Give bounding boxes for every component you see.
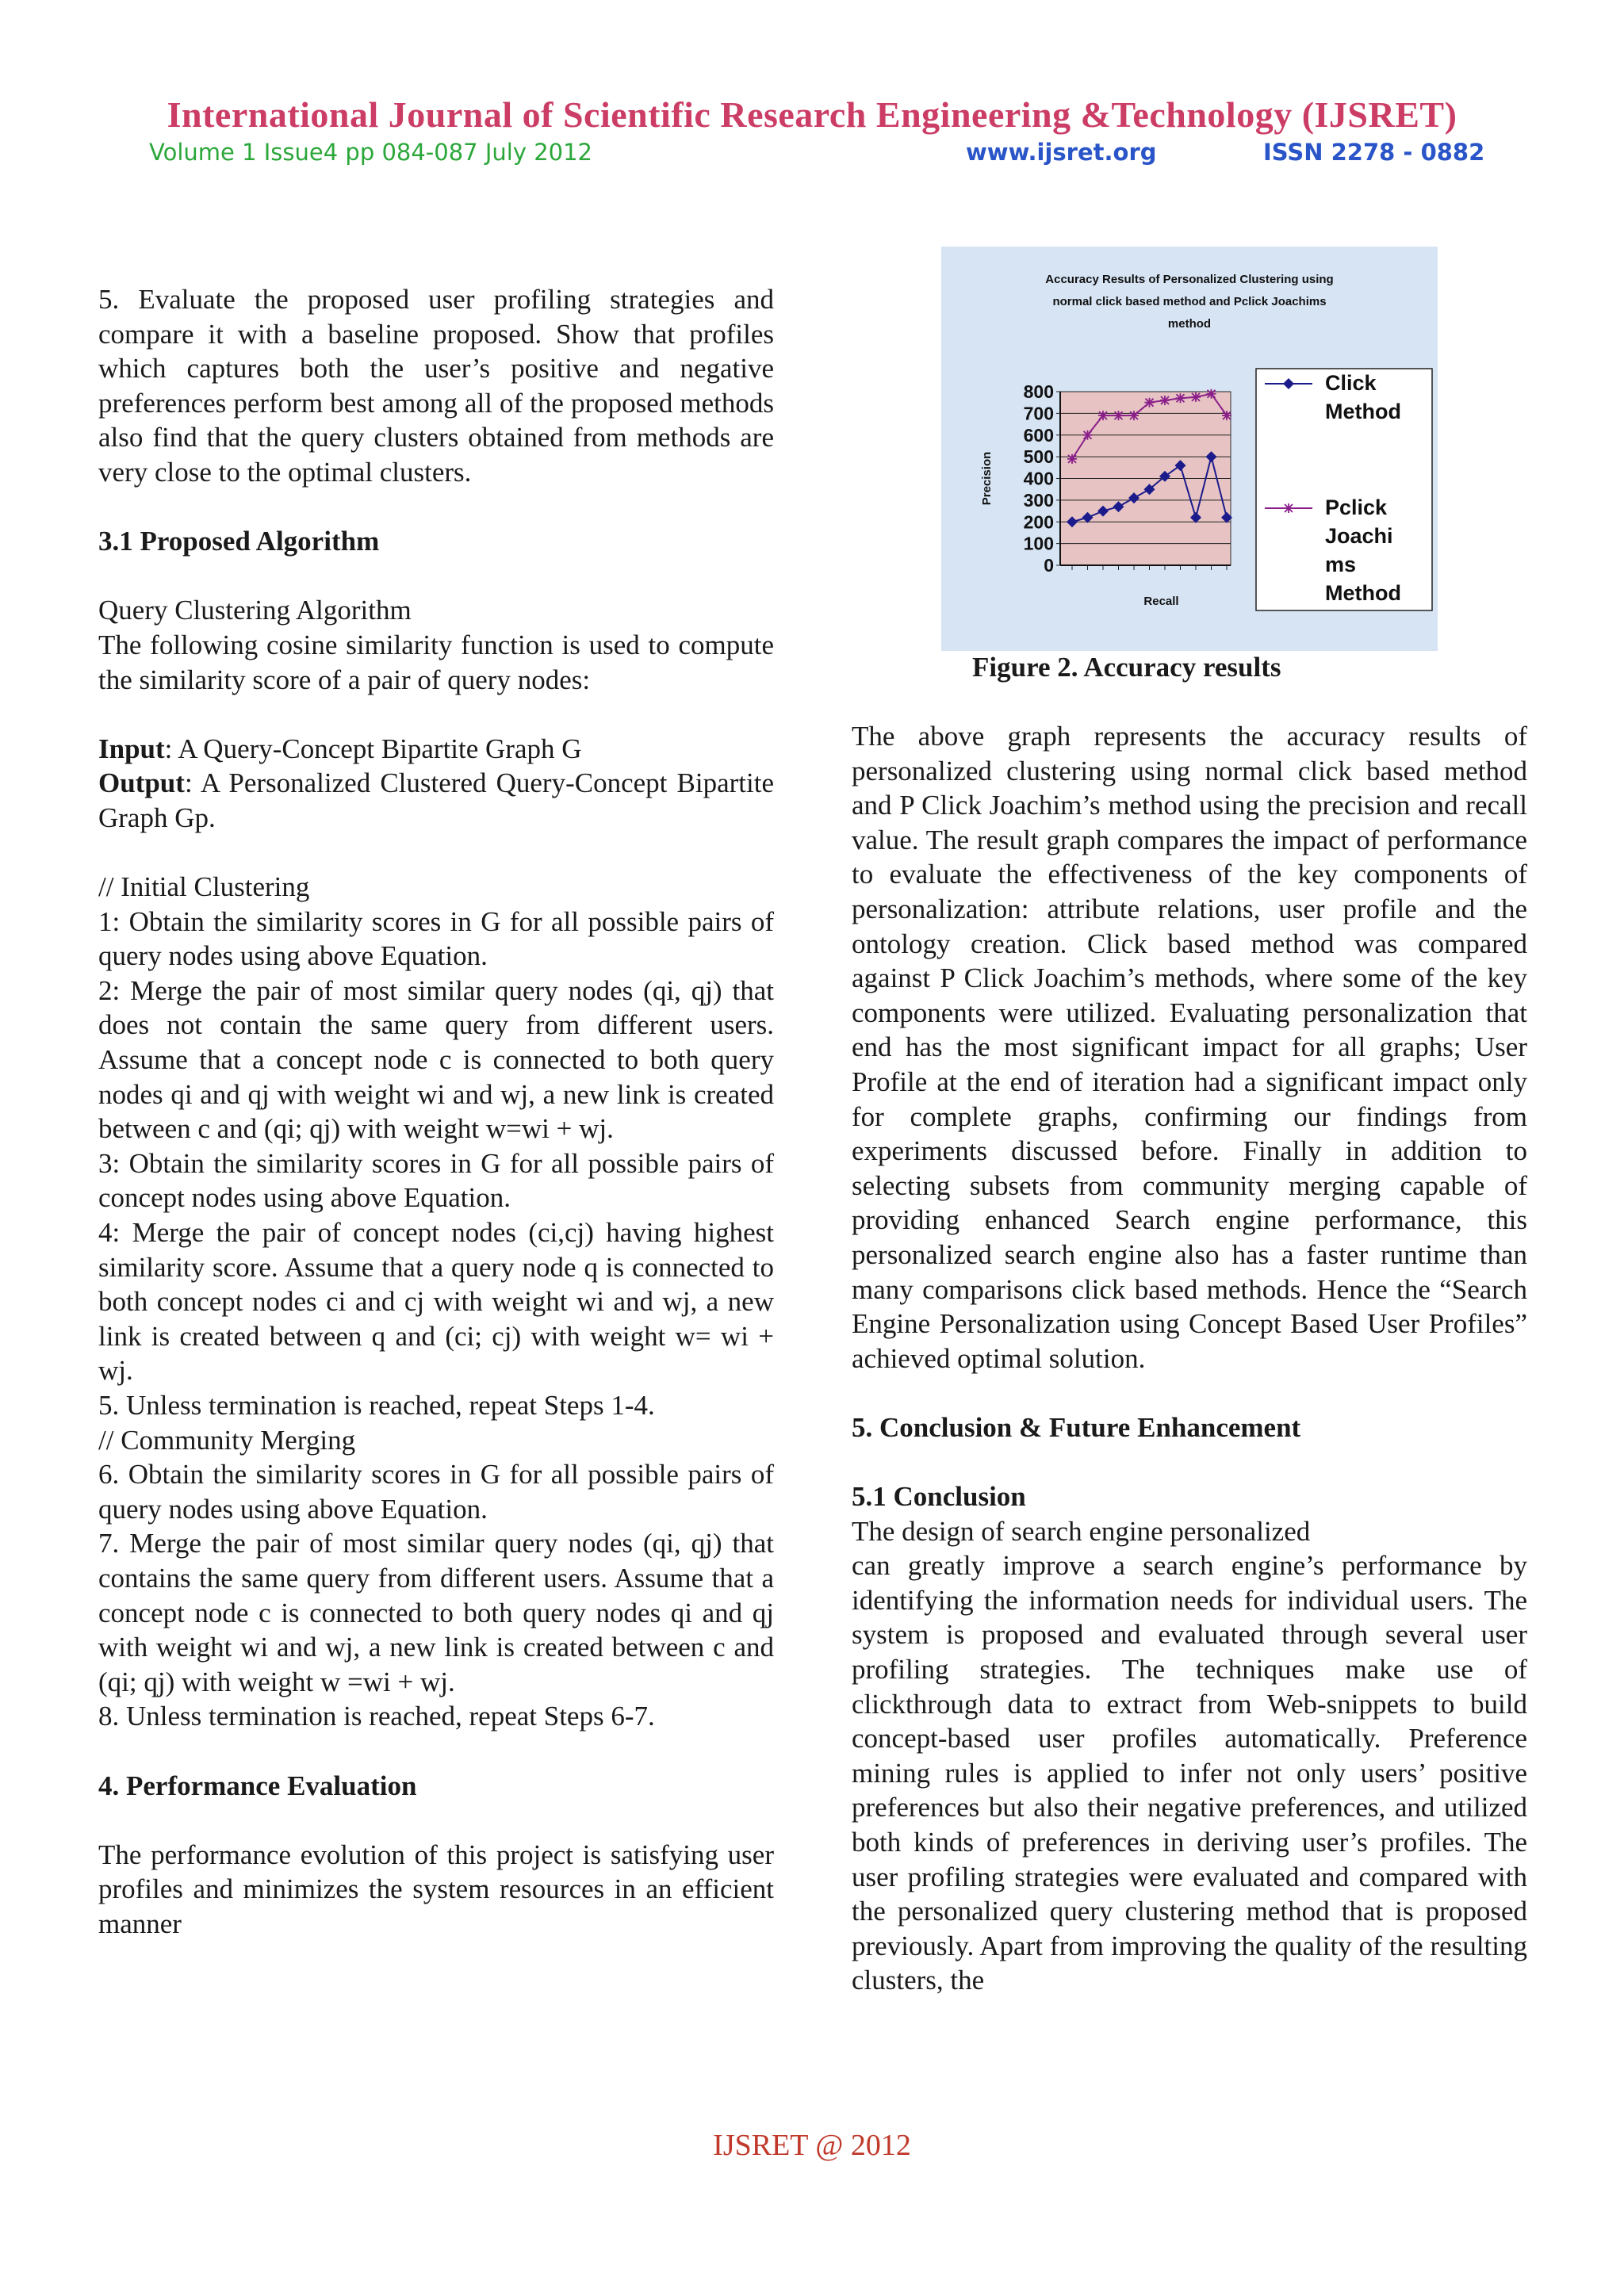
step-7: 7. Merge the pair of most similar query nodes (qi, qj) that contains the same query from different users. Assume that a concept node c is connected to both query nodes qi and qj with weight wi and wj, a new link is created between c and (qi; qj) with weight w =wi + wj. [98,1528,774,1697]
right-column [852,719,1527,1998]
paragraph-conclusion: can greatly improve a search engine’s performance by identifying the information needs for individual users. The system is proposed and evaluated through several user profiling strategies. The techniques make use of clickthrough data to extract from Web-snippets to build concept-based user profiles automatically. Preference mining rules is applied to infer not only users’ positive preferences but also their negative preferences, and utilized both kinds of preferences in deriving user’s profiles. The user profiling strategies were evaluated and compared with the personalized query clustering method that is proposed previously. Apart from improving the quality of the resulting clusters, the [852,1550,1527,1996]
paragraph-cosine: The following cosine similarity function is used to compute the similarity score of a pair of query nodes: [98,629,774,695]
x-axis-label: Recall [1143,595,1179,608]
accuracy-chart [941,247,1438,651]
legend-label: Method [1325,400,1401,423]
figure-caption: Figure 2. Accuracy results [972,652,1281,683]
y-tick-label: 700 [1023,403,1054,424]
input-label: Input [98,733,165,764]
data-point [1114,411,1124,420]
y-tick-label: 800 [1023,381,1054,402]
data-point [1098,411,1108,420]
heading-conclusion: 5.1 Conclusion [852,1481,1026,1513]
data-point [1083,430,1093,440]
y-tick-label: 0 [1044,555,1054,576]
chart-svg [941,247,1438,651]
data-point [1145,398,1155,408]
step-8: 8. Unless termination is reached, repeat Steps 6-7. [98,1701,655,1732]
journal-title: International Journal of Scientific Research Engineering &Technology (IJSRET) [167,94,1457,135]
paragraph-performance: The performance evolution of this project is satisfying user profiles and minimizes the system resources in an efficient manner [98,1839,774,1939]
output-label: Output [98,767,185,799]
heading-conclusion-future: 5. Conclusion & Future Enhancement [852,1411,1301,1443]
conclusion-first-line: The design of search engine personalized [852,1515,1311,1547]
input-text: : A Query-Concept Bipartite Graph G [164,733,582,764]
legend-label: Joachi [1325,524,1393,548]
issn: ISSN 2278 - 0882 [1263,139,1485,166]
chart-title-line: Accuracy Results of Personalized Clustering using [1045,273,1334,286]
y-tick-label: 600 [1023,424,1054,446]
y-tick-label: 300 [1023,489,1054,511]
chart-title-line: normal click based method and Pclick Joachims [1052,295,1327,308]
y-tick-label: 400 [1023,468,1054,489]
step-3: 3: Obtain the similarity scores in G for all possible pairs of concept nodes using above Equation. [98,1147,774,1214]
paragraph-evaluate: 5. Evaluate the proposed user profiling strategies and compare it with a baseline proposed. Show that profiles which captures both the user’s positive and negative preferences perform best among all of the proposed methods also find that the query clusters obtained from methods are very close to the optimal clusters. [98,284,774,488]
data-point [1191,392,1201,402]
step-4: 4: Merge the pair of concept nodes (ci,cj) having highest similarity score. Assume that a query node q is connected to both concept nodes ci and cj with weight wi and wj, a new link is created between q and (ci; cj) with weight w= wi + wj. [98,1217,774,1387]
volume-info: Volume 1 Issue4 pp 084-087 July 2012 [149,139,593,166]
step-1: 1: Obtain the similarity scores in G for all possible pairs of query nodes using above Equation. [98,905,774,972]
website-link[interactable]: www.ijsret.org [966,139,1157,166]
step-2: 2: Merge the pair of most similar query nodes (qi, qj) that does not contain the same query from different users. Assume that a concept node c is connected to both query nodes qi and qj with weight wi and wj, a new link is created between c and (qi; qj) with weight w=wi + wj. [98,974,774,1145]
heading-performance-evaluation: 4. Performance Evaluation [98,1770,417,1801]
legend-label: Pclick [1325,496,1388,519]
y-tick-label: 100 [1023,533,1054,554]
chart-title-line: method [1167,317,1212,331]
step-5: 5. Unless termination is reached, repeat Steps 1-4. [98,1390,655,1421]
page-footer: IJSRET @ 2012 [713,2129,911,2162]
step-6: 6. Obtain the similarity scores in G for all possible pairs of query nodes using above Equation. [98,1459,774,1525]
initial-clustering-comment: // Initial Clustering [98,871,310,903]
left-column [98,282,774,1942]
legend-label: Method [1325,581,1401,605]
input-line [98,732,774,767]
legend-label: ms [1325,553,1357,576]
data-point [1207,389,1216,399]
y-tick-label: 500 [1023,446,1054,468]
y-tick-label: 200 [1023,511,1054,533]
legend-marker [1284,503,1293,513]
data-point [1160,396,1170,405]
paragraph-graph-description: The above graph represents the accuracy results of personalized clustering using normal click based method and P Click Joachim’s method using the precision and recall value. The result graph compares the impact of performance to evaluate the effectiveness of the key components of personalization: attribute relations, user profile and the ontology creation. Click based method was compared against P Click Joachim’s methods, where some of the key components were utilized. Evaluating personalization that end has the most significant impact for all graphs; User Profile at the end of iteration had a significant impact only for complete graphs, confirming our findings from experiments discussed before. Finally in addition to selecting subsets from community merging capable of providing enhanced Search engine performance, this personalized search engine also has a faster runtime than many comparisons click based methods. Hence the “Search Engine Personalization using Concept Based User Profiles” achieved optimal solution. [852,721,1527,1374]
y-axis-label: Precision [980,451,994,506]
data-point [1067,454,1077,464]
data-point [1176,393,1185,403]
data-point [1129,411,1139,420]
output-line [98,766,774,835]
data-point [1222,411,1231,420]
legend-label: Click [1325,371,1377,395]
output-text: : A Personalized Clustered Query-Concept Bipartite Graph Gp. [98,767,774,833]
community-merging-comment: // Community Merging [98,1424,356,1456]
query-clustering-title: Query Clustering Algorithm [98,595,412,626]
heading-proposed-algorithm: 3.1 Proposed Algorithm [98,526,380,557]
